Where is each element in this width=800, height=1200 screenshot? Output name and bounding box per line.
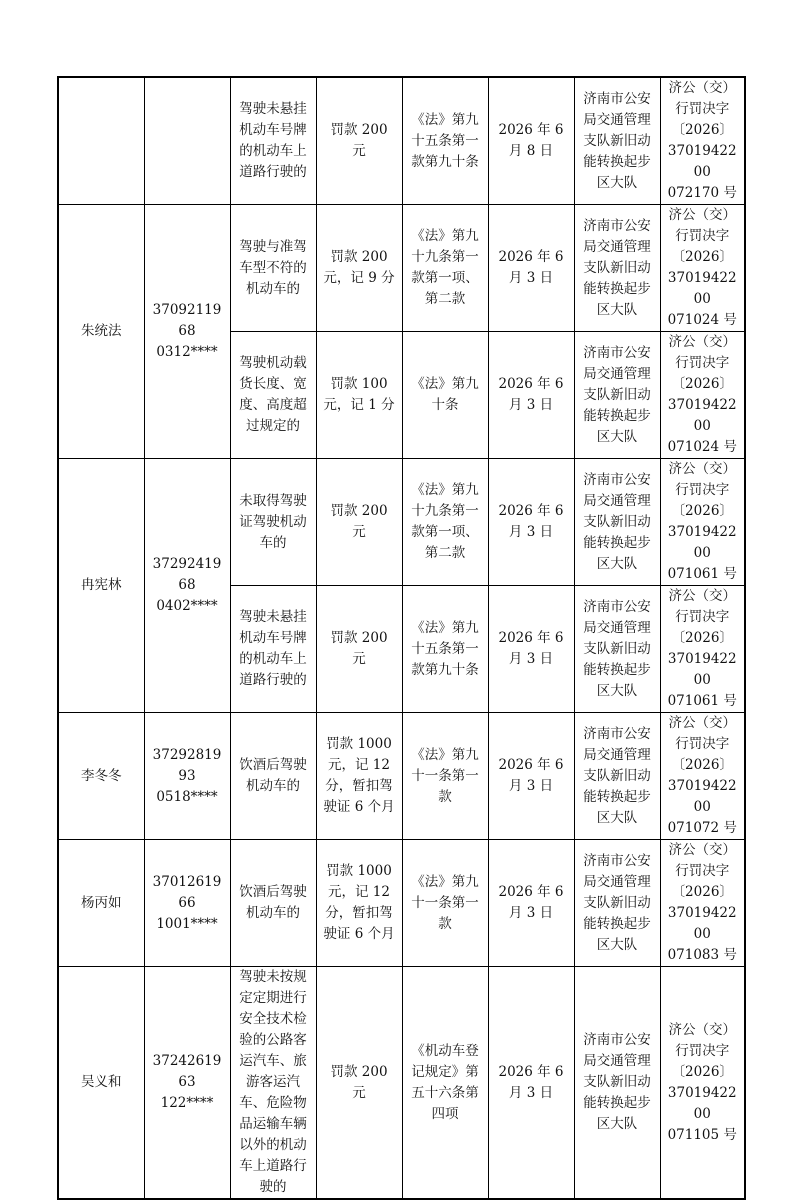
authority-cell: 济南市公安局交通管理支队新旧动能转换起步区大队 bbox=[574, 205, 660, 332]
penalty-cell: 罚款 1000 元，记 12 分，暂扣驾驶证 6 个月 bbox=[316, 840, 402, 967]
penalty-cell: 罚款 1000 元，记 12 分，暂扣驾驶证 6 个月 bbox=[316, 713, 402, 840]
violation-cell: 驾驶未悬挂机动车号牌的机动车上道路行驶的 bbox=[230, 77, 316, 205]
violation-cell: 饮酒后驾驶机动车的 bbox=[230, 713, 316, 840]
table-row bbox=[58, 840, 745, 967]
decision-number-cell: 济公（交） 行罚决字 〔2026〕 3701942200 071105 号 bbox=[660, 967, 745, 1200]
id-number-cell: 3729241968 0402**** bbox=[144, 459, 230, 713]
decision-number-cell: 济公（交） 行罚决字 〔2026〕 3701942200 071061 号 bbox=[660, 459, 745, 586]
decision-number-cell: 济公（交） 行罚决字 〔2026〕 3701942200 071024 号 bbox=[660, 205, 745, 332]
legal-basis-cell: 《法》第九十九条第一款第一项、第二款 bbox=[402, 205, 488, 332]
legal-basis-cell: 《法》第九十九条第一款第一项、第二款 bbox=[402, 459, 488, 586]
records-page bbox=[57, 76, 744, 1200]
penalty-cell: 罚款 200 元 bbox=[316, 967, 402, 1200]
violation-cell: 驾驶未悬挂机动车号牌的机动车上道路行驶的 bbox=[230, 586, 316, 713]
date-cell: 2026 年 6 月 3 日 bbox=[488, 713, 574, 840]
authority-cell: 济南市公安局交通管理支队新旧动能转换起步区大队 bbox=[574, 967, 660, 1200]
date-cell: 2026 年 6 月 3 日 bbox=[488, 332, 574, 459]
date-cell: 2026 年 6 月 3 日 bbox=[488, 586, 574, 713]
table-row bbox=[58, 77, 745, 205]
legal-basis-cell: 《法》第九十五条第一款第九十条 bbox=[402, 586, 488, 713]
table-row bbox=[58, 967, 745, 1200]
decision-number-cell: 济公（交） 行罚决字 〔2026〕 3701942200 072170 号 bbox=[660, 77, 745, 205]
authority-cell: 济南市公安局交通管理支队新旧动能转换起步区大队 bbox=[574, 713, 660, 840]
authority-cell: 济南市公安局交通管理支队新旧动能转换起步区大队 bbox=[574, 77, 660, 205]
legal-basis-cell: 《法》第九十条 bbox=[402, 332, 488, 459]
table-row bbox=[58, 713, 745, 840]
table-row bbox=[58, 459, 745, 586]
decision-number-cell: 济公（交） 行罚决字 〔2026〕 3701942200 071072 号 bbox=[660, 713, 745, 840]
id-number-cell bbox=[144, 77, 230, 205]
legal-basis-cell: 《法》第九十五条第一款第九十条 bbox=[402, 77, 488, 205]
table-row bbox=[58, 205, 745, 332]
violation-cell: 驾驶机动载货长度、宽度、高度超过规定的 bbox=[230, 332, 316, 459]
person-name-cell: 李冬冬 bbox=[58, 713, 144, 840]
violation-cell: 饮酒后驾驶机动车的 bbox=[230, 840, 316, 967]
legal-basis-cell: 《机动车登记规定》第五十六条第四项 bbox=[402, 967, 488, 1200]
date-cell: 2026 年 6 月 3 日 bbox=[488, 205, 574, 332]
penalty-cell: 罚款 200 元，记 9 分 bbox=[316, 205, 402, 332]
authority-cell: 济南市公安局交通管理支队新旧动能转换起步区大队 bbox=[574, 459, 660, 586]
date-cell: 2026 年 6 月 3 日 bbox=[488, 840, 574, 967]
violation-cell: 驾驶未按规定定期进行安全技术检验的公路客运汽车、旅游客运汽车、危险物品运输车辆以外的机动车上道路行驶的 bbox=[230, 967, 316, 1200]
person-name-cell: 杨丙如 bbox=[58, 840, 144, 967]
penalty-cell: 罚款 200 元 bbox=[316, 77, 402, 205]
violation-cell: 未取得驾驶证驾驶机动车的 bbox=[230, 459, 316, 586]
violation-cell: 驾驶与准驾车型不符的机动车的 bbox=[230, 205, 316, 332]
id-number-cell: 3724261963 122**** bbox=[144, 967, 230, 1200]
penalty-cell: 罚款 200 元 bbox=[316, 459, 402, 586]
legal-basis-cell: 《法》第九十一条第一款 bbox=[402, 713, 488, 840]
decision-number-cell: 济公（交） 行罚决字 〔2026〕 3701942200 071061 号 bbox=[660, 586, 745, 713]
penalty-records-table bbox=[57, 76, 746, 1200]
person-name-cell: 吴义和 bbox=[58, 967, 144, 1200]
legal-basis-cell: 《法》第九十一条第一款 bbox=[402, 840, 488, 967]
person-name-cell: 冉宪林 bbox=[58, 459, 144, 713]
decision-number-cell: 济公（交） 行罚决字 〔2026〕 3701942200 071024 号 bbox=[660, 332, 745, 459]
authority-cell: 济南市公安局交通管理支队新旧动能转换起步区大队 bbox=[574, 840, 660, 967]
person-name-cell: 朱统法 bbox=[58, 205, 144, 459]
table-body bbox=[58, 77, 745, 1199]
date-cell: 2026 年 6 月 3 日 bbox=[488, 459, 574, 586]
authority-cell: 济南市公安局交通管理支队新旧动能转换起步区大队 bbox=[574, 332, 660, 459]
penalty-cell: 罚款 200 元 bbox=[316, 586, 402, 713]
date-cell: 2026 年 6 月 3 日 bbox=[488, 967, 574, 1200]
person-name-cell bbox=[58, 77, 144, 205]
decision-number-cell: 济公（交） 行罚决字 〔2026〕 3701942200 071083 号 bbox=[660, 840, 745, 967]
id-number-cell: 3709211968 0312**** bbox=[144, 205, 230, 459]
authority-cell: 济南市公安局交通管理支队新旧动能转换起步区大队 bbox=[574, 586, 660, 713]
id-number-cell: 3701261966 1001**** bbox=[144, 840, 230, 967]
id-number-cell: 3729281993 0518**** bbox=[144, 713, 230, 840]
date-cell: 2026 年 6 月 8 日 bbox=[488, 77, 574, 205]
penalty-cell: 罚款 100 元，记 1 分 bbox=[316, 332, 402, 459]
